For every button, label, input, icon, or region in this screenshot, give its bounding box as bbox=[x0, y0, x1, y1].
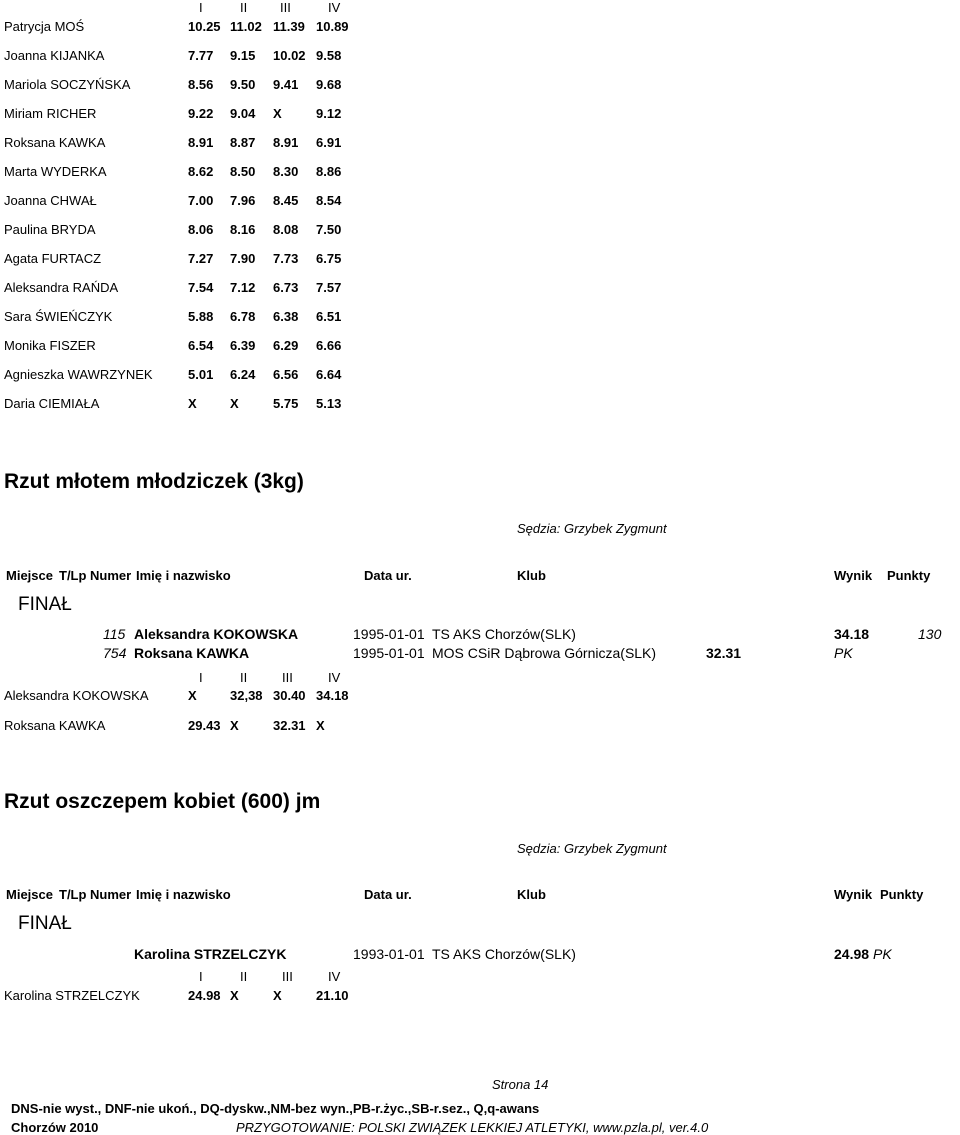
attempt-value: 32.31 bbox=[273, 718, 306, 733]
attempt-value: 5.13 bbox=[316, 396, 342, 411]
attempt-header-i: I bbox=[199, 670, 203, 685]
col-tlp: T/Lp bbox=[59, 568, 87, 583]
attempt-value: 5.88 bbox=[188, 309, 214, 324]
result-name: Roksana KAWKA bbox=[134, 645, 250, 661]
final-label-hammer: FINAŁ bbox=[18, 594, 72, 615]
attempt-value: 8.30 bbox=[273, 164, 299, 179]
attempt-header-i: I bbox=[199, 0, 203, 15]
attempt-value: 24.98 bbox=[188, 988, 221, 1003]
attempt-value: 6.66 bbox=[316, 338, 342, 353]
attempt-value: 9.04 bbox=[230, 106, 256, 121]
attempt-value: 8.86 bbox=[316, 164, 342, 179]
attempt-value: 10.89 bbox=[316, 19, 349, 34]
athlete-name: Miriam RICHER bbox=[4, 106, 97, 121]
attempt-row bbox=[0, 193, 960, 211]
attempt-value: 11.39 bbox=[273, 19, 305, 34]
attempt-value: 6.73 bbox=[273, 280, 299, 295]
attempt-header-iv: IV bbox=[328, 0, 341, 15]
attempt-value: 7.54 bbox=[188, 280, 214, 295]
attempt-value: 8.91 bbox=[273, 135, 299, 150]
page-number: Strona 14 bbox=[492, 1077, 549, 1092]
footer-place: Chorzów 2010 bbox=[11, 1120, 99, 1135]
attempt-row bbox=[0, 251, 960, 269]
result-name: Aleksandra KOKOWSKA bbox=[134, 626, 299, 642]
attempt-row bbox=[0, 309, 960, 327]
attempt-value: X bbox=[188, 396, 197, 411]
attempt-value: 21.10 bbox=[316, 988, 349, 1003]
col-punkty: Punkty bbox=[880, 887, 924, 902]
col-miejsce: Miejsce bbox=[6, 568, 53, 583]
attempt-value: X bbox=[273, 106, 282, 121]
col-punkty: Punkty bbox=[887, 568, 931, 583]
attempt-value: 6.91 bbox=[316, 135, 342, 150]
attempt-row bbox=[0, 338, 960, 356]
athlete-name: Daria CIEMIAŁA bbox=[4, 396, 100, 411]
attempt-value: 8.50 bbox=[230, 164, 256, 179]
attempt-value: 8.91 bbox=[188, 135, 214, 150]
result-club: TS AKS Chorzów(SLK) bbox=[432, 626, 576, 642]
athlete-name: Mariola SOCZYŃSKA bbox=[4, 77, 131, 92]
attempt-value: 9.50 bbox=[230, 77, 256, 92]
attempt-value: 7.00 bbox=[188, 193, 214, 208]
attempt-header-ii: II bbox=[240, 969, 248, 984]
attempt-row bbox=[0, 222, 960, 240]
athlete-name: Sara ŚWIEŃCZYK bbox=[4, 309, 113, 324]
athlete-name: Agnieszka WAWRZYNEK bbox=[4, 367, 153, 382]
attempt-value: 8.62 bbox=[188, 164, 214, 179]
result-date: 1995-01-01 bbox=[353, 626, 425, 642]
attempt-value: 6.24 bbox=[230, 367, 256, 382]
result-numer: 754 bbox=[103, 645, 127, 661]
attempt-header-iii: III bbox=[280, 0, 291, 15]
attempt-value: 9.41 bbox=[273, 77, 299, 92]
result-club: TS AKS Chorzów(SLK) bbox=[432, 946, 576, 962]
attempt-value: 6.29 bbox=[273, 338, 299, 353]
result-numer: 115 bbox=[103, 626, 126, 642]
attempt-value: 9.68 bbox=[316, 77, 342, 92]
attempt-value: 6.64 bbox=[316, 367, 342, 382]
attempt-value: 6.51 bbox=[316, 309, 342, 324]
athlete-name: Monika FISZER bbox=[4, 338, 96, 353]
col-tlp: T/Lp bbox=[59, 887, 87, 902]
attempt-value: 7.27 bbox=[188, 251, 214, 266]
attempt-row bbox=[0, 135, 960, 153]
footer-prep: PRZYGOTOWANIE: POLSKI ZWIĄZEK LEKKIEJ ATLETYKI, www.pzla.pl, ver.4.0 bbox=[236, 1120, 709, 1135]
attempt-value: 8.54 bbox=[316, 193, 342, 208]
result-value: 24.98 bbox=[834, 946, 870, 962]
judge-javelin: Sędzia: Grzybek Zygmunt bbox=[517, 841, 667, 856]
judge-hammer: Sędzia: Grzybek Zygmunt bbox=[517, 521, 667, 536]
athlete-name: Roksana KAWKA bbox=[4, 135, 106, 150]
attempt-value: 7.50 bbox=[316, 222, 342, 237]
col-imie: Imię i nazwisko bbox=[136, 887, 231, 902]
attempt-row bbox=[0, 367, 960, 385]
final-label-javelin: FINAŁ bbox=[18, 913, 72, 934]
attempt-header-iv: IV bbox=[328, 969, 341, 984]
attempt-value: 7.73 bbox=[273, 251, 299, 266]
attempt-value: 9.22 bbox=[188, 106, 214, 121]
attempt-row bbox=[0, 688, 960, 706]
attempt-row bbox=[0, 164, 960, 182]
attempt-value: 32,38 bbox=[230, 688, 263, 703]
result-date: 1995-01-01 bbox=[353, 645, 425, 661]
attempt-value: 5.75 bbox=[273, 396, 299, 411]
result-row-1 bbox=[0, 626, 960, 644]
attempt-value: 8.45 bbox=[273, 193, 299, 208]
col-miejsce: Miejsce bbox=[6, 887, 53, 902]
attempt-value: 29.43 bbox=[188, 718, 221, 733]
attempt-value: 6.38 bbox=[273, 309, 299, 324]
athlete-name: Karolina STRZELCZYK bbox=[4, 988, 140, 1003]
section-title-hammer: Rzut młotem młodziczek (3kg) bbox=[4, 470, 304, 493]
athlete-name: Agata FURTACZ bbox=[4, 251, 102, 266]
col-imie: Imię i nazwisko bbox=[136, 568, 231, 583]
column-header-hammer bbox=[0, 568, 960, 586]
attempt-value: 6.78 bbox=[230, 309, 256, 324]
result-points: 130 bbox=[918, 626, 942, 642]
attempt-header-ii: II bbox=[240, 0, 248, 15]
attempt-value: 6.75 bbox=[316, 251, 342, 266]
attempt-value: 5.01 bbox=[188, 367, 214, 382]
attempt-value: 8.06 bbox=[188, 222, 214, 237]
attempt-header-iv: IV bbox=[328, 670, 341, 685]
attempt-header-iii: III bbox=[282, 969, 293, 984]
attempt-value: 7.90 bbox=[230, 251, 256, 266]
attempt-header-ii: II bbox=[240, 670, 248, 685]
attempt-value: 9.58 bbox=[316, 48, 342, 63]
attempt-row bbox=[0, 988, 960, 1006]
attempt-row bbox=[0, 718, 960, 736]
attempt-row bbox=[0, 106, 960, 124]
attempt-row bbox=[0, 77, 960, 95]
attempt-row bbox=[0, 48, 960, 66]
result-value: 34.18 bbox=[834, 626, 870, 642]
col-klub: Klub bbox=[517, 568, 546, 583]
attempt-value: X bbox=[316, 718, 325, 733]
attempt-value: 8.87 bbox=[230, 135, 256, 150]
col-data: Data ur. bbox=[364, 568, 412, 583]
col-klub: Klub bbox=[517, 887, 546, 902]
col-numer: Numer bbox=[90, 887, 132, 902]
result-row-2 bbox=[0, 645, 960, 663]
athlete-name: Roksana KAWKA bbox=[4, 718, 106, 733]
attempt-value: 9.15 bbox=[230, 48, 256, 63]
result-value: 32.31 bbox=[706, 645, 742, 661]
attempt-value: 7.96 bbox=[230, 193, 256, 208]
result-club: MOS CSiR Dąbrowa Górnicza(SLK) bbox=[432, 645, 657, 661]
attempt-value: 11.02 bbox=[230, 19, 262, 34]
attempt-value: 7.77 bbox=[188, 48, 214, 63]
attempt-value: 34.18 bbox=[316, 688, 349, 703]
attempt-value: 10.25 bbox=[188, 19, 221, 34]
athlete-name: Paulina BRYDA bbox=[4, 222, 96, 237]
attempt-value: X bbox=[273, 988, 282, 1003]
attempt-row bbox=[0, 280, 960, 298]
attempt-header-top bbox=[0, 0, 960, 18]
attempt-value: 10.02 bbox=[273, 48, 306, 63]
result-name: Karolina STRZELCZYK bbox=[134, 946, 287, 962]
athlete-name: Patrycja MOŚ bbox=[4, 19, 85, 34]
attempt-value: 7.57 bbox=[316, 280, 342, 295]
athlete-name: Joanna KIJANKA bbox=[4, 48, 105, 63]
footer-legend: DNS-nie wyst., DNF-nie ukoń., DQ-dyskw.,NM-bez wyn.,PB-r.życ.,SB-r.sez., Q,q-awans bbox=[11, 1101, 540, 1116]
result-points: PK bbox=[873, 946, 892, 962]
attempt-value: X bbox=[230, 718, 239, 733]
result-date: 1993-01-01 bbox=[353, 946, 425, 962]
athlete-name: Marta WYDERKA bbox=[4, 164, 107, 179]
column-header-javelin bbox=[0, 887, 960, 905]
attempt-header-javelin bbox=[0, 969, 960, 987]
attempt-value: 8.56 bbox=[188, 77, 214, 92]
attempt-value: X bbox=[230, 396, 239, 411]
attempt-value: 9.12 bbox=[316, 106, 342, 121]
col-data: Data ur. bbox=[364, 887, 412, 902]
col-wynik: Wynik bbox=[834, 887, 873, 902]
section-title-javelin: Rzut oszczepem kobiet (600) jm bbox=[4, 790, 321, 813]
attempt-value: 8.08 bbox=[273, 222, 299, 237]
attempt-header-i: I bbox=[199, 969, 203, 984]
attempt-row bbox=[0, 19, 960, 37]
attempt-value: X bbox=[188, 688, 197, 703]
attempt-header-iii: III bbox=[282, 670, 293, 685]
athlete-name: Aleksandra KOKOWSKA bbox=[4, 688, 149, 703]
result-row-javelin-1 bbox=[0, 946, 960, 964]
attempt-value: 7.12 bbox=[230, 280, 256, 295]
attempt-value: 6.54 bbox=[188, 338, 214, 353]
athlete-name: Aleksandra RAŃDA bbox=[4, 280, 119, 295]
attempt-row bbox=[0, 396, 960, 414]
attempt-value: 8.16 bbox=[230, 222, 256, 237]
attempt-header-hammer bbox=[0, 670, 960, 688]
attempt-value: 6.39 bbox=[230, 338, 256, 353]
col-wynik: Wynik bbox=[834, 568, 873, 583]
attempt-value: 30.40 bbox=[273, 688, 306, 703]
attempt-value: 6.56 bbox=[273, 367, 299, 382]
result-points: PK bbox=[834, 645, 853, 661]
attempt-value: X bbox=[230, 988, 239, 1003]
athlete-name: Joanna CHWAŁ bbox=[4, 193, 97, 208]
col-numer: Numer bbox=[90, 568, 132, 583]
